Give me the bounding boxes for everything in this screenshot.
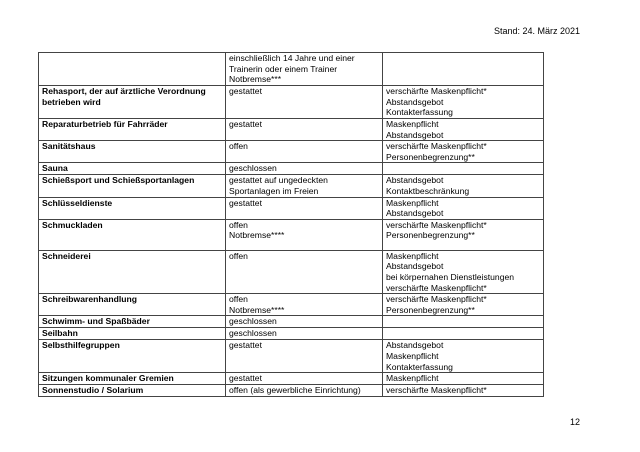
rules-cell xyxy=(383,316,544,328)
rules-cell: verschärfte Maskenpflicht* xyxy=(383,385,544,397)
table-row xyxy=(39,119,544,141)
facility-name-cell: Sauna xyxy=(39,163,226,175)
status-cell: gestattet auf ungedeckten Sportanlagen im Freien xyxy=(226,175,383,197)
status-cell: gestattet xyxy=(226,197,383,219)
status-cell: offen Notbremse**** xyxy=(226,219,383,250)
status-cell: geschlossen xyxy=(226,328,383,340)
facility-name-cell: Seilbahn xyxy=(39,328,226,340)
facility-name-cell xyxy=(39,53,226,86)
status-cell: geschlossen xyxy=(226,316,383,328)
table-row xyxy=(39,163,544,175)
status-cell: gestattet xyxy=(226,119,383,141)
table-row xyxy=(39,175,544,197)
rules-cell: Maskenpflicht xyxy=(383,373,544,385)
status-cell: offen xyxy=(226,250,383,293)
status-cell: gestattet xyxy=(226,86,383,119)
facility-name-cell: Schneiderei xyxy=(39,250,226,293)
rules-cell: Abstandsgebot Maskenpflicht Kontakterfassung xyxy=(383,340,544,373)
status-cell: gestattet xyxy=(226,340,383,373)
status-cell: gestattet xyxy=(226,373,383,385)
regulations-table-body xyxy=(39,53,544,397)
table-row xyxy=(39,340,544,373)
rules-cell: Maskenpflicht Abstandsgebot bei körpernahen Dienstleistungen verschärfte Maskenpflicht* xyxy=(383,250,544,293)
facility-name-cell: Schießsport und Schießsportanlagen xyxy=(39,175,226,197)
rules-cell: Maskenpflicht Abstandsgebot xyxy=(383,197,544,219)
rules-cell xyxy=(383,53,544,86)
page-date-stamp: Stand: 24. März 2021 xyxy=(493,26,580,36)
facility-name-cell: Schwimm- und Spaßbäder xyxy=(39,316,226,328)
status-cell: offen Notbremse**** xyxy=(226,294,383,316)
table-row xyxy=(39,197,544,219)
rules-cell: Abstandsgebot Kontaktbeschränkung xyxy=(383,175,544,197)
status-cell: geschlossen xyxy=(226,163,383,175)
rules-cell: verschärfte Maskenpflicht* Personenbegrenzung** xyxy=(383,219,544,250)
status-cell: offen (als gewerbliche Einrichtung) xyxy=(226,385,383,397)
table-row xyxy=(39,294,544,316)
rules-cell: verschärfte Maskenpflicht* Personenbegrenzung** xyxy=(383,294,544,316)
table-row xyxy=(39,385,544,397)
rules-cell xyxy=(383,328,544,340)
facility-name-cell: Sanitätshaus xyxy=(39,141,226,163)
table-row xyxy=(39,219,544,250)
facility-name-cell: Schreibwarenhandlung xyxy=(39,294,226,316)
status-cell: offen xyxy=(226,141,383,163)
facility-name-cell: Rehasport, der auf ärztliche Verordnung betrieben wird xyxy=(39,86,226,119)
regulations-table xyxy=(38,52,544,397)
rules-cell: verschärfte Maskenpflicht* Personenbegrenzung** xyxy=(383,141,544,163)
table-row xyxy=(39,250,544,293)
table-row xyxy=(39,328,544,340)
facility-name-cell: Schmuckladen xyxy=(39,219,226,250)
facility-name-cell: Sitzungen kommunaler Gremien xyxy=(39,373,226,385)
rules-cell: verschärfte Maskenpflicht* Abstandsgebot Kontakterfassung xyxy=(383,86,544,119)
facility-name-cell: Sonnenstudio / Solarium xyxy=(39,385,226,397)
table-row xyxy=(39,141,544,163)
facility-name-cell: Selbsthilfegruppen xyxy=(39,340,226,373)
rules-cell xyxy=(383,163,544,175)
facility-name-cell: Reparaturbetrieb für Fahrräder xyxy=(39,119,226,141)
rules-cell: Maskenpflicht Abstandsgebot xyxy=(383,119,544,141)
table-row xyxy=(39,373,544,385)
facility-name-cell: Schlüsseldienste xyxy=(39,197,226,219)
page-number: 12 xyxy=(569,417,580,427)
status-cell: einschließlich 14 Jahre und einer Trainerin oder einem Trainer Notbremse*** xyxy=(226,53,383,86)
table-row xyxy=(39,86,544,119)
table-row xyxy=(39,53,544,86)
table-row xyxy=(39,316,544,328)
